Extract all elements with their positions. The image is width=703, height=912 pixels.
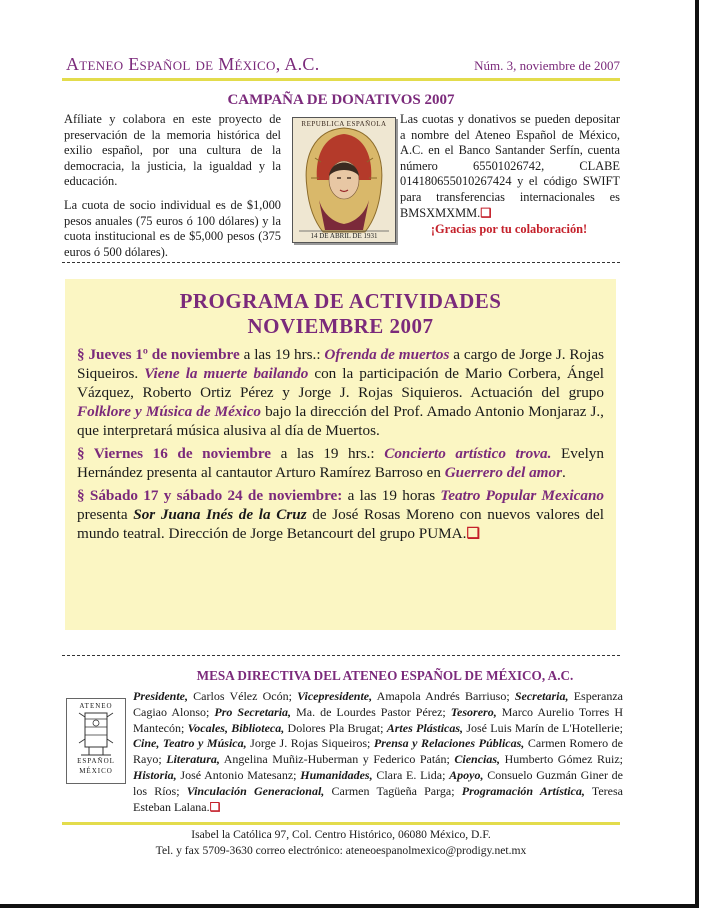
event-1-title: Ofrenda de muertos (324, 346, 450, 363)
board-member-name: Carlos Vélez Ocón; (188, 689, 298, 703)
board-role: Cine, Teatro y Música, (133, 736, 247, 751)
campaign-deposit-text: Las cuotas y donativos se pueden depositar a nombre del Ateneo Español de México, A.C. en el Banco Santander Serfín, cuenta número 65501026742, CLABE 014180655010267424 y el código SWIFT para transferencias internacionales es BMSXMXMM. (400, 112, 620, 220)
board-member-name: Marco Aurelio Torres H Mantecón; (133, 704, 623, 735)
board-role: Literatura, (166, 752, 220, 767)
event-1-text: bajo la dirección del Prof. Amado Antonio Monjaraz J., que interpretará música alusiva al día de Muertos. (77, 403, 604, 439)
poster-top-text: REPUBLICA ESPAÑOLA (301, 120, 387, 128)
board-members-text (133, 689, 623, 815)
brand-title: Ateneo Español de México, A.C. (66, 54, 320, 74)
republic-poster-image (292, 117, 396, 243)
section-divider (62, 655, 620, 656)
end-mark-icon: ❏ (466, 525, 481, 542)
event-3-play: Sor Juana Inés de la Cruz (133, 506, 307, 523)
event-3-date: § Sábado 17 y sábado 24 de noviembre: (77, 487, 343, 504)
ateneo-logo (66, 698, 126, 784)
campaign-left-column (64, 112, 281, 268)
program-box (65, 279, 616, 630)
event-2-title-2: Guerrero del amor (444, 464, 562, 481)
board-role: Presidente, (133, 689, 188, 703)
event-1-text: a cargo de Jorge J. Rojas Siqueiros. (77, 346, 604, 382)
event-3-text: presenta (77, 506, 134, 523)
issue-number: Núm. 3, noviembre de 2007 (474, 58, 620, 73)
board-member-name: Dolores Pla Brugat; (284, 720, 387, 735)
board-member-name: Carmen Romero de Rayo; (133, 736, 623, 767)
event-2-text: Evelyn Hernández presenta al cantautor Arturo Ramírez Barroso en (77, 445, 604, 481)
board-role: Secretaria, (514, 689, 569, 703)
board-role: Vicepresidente, (297, 689, 373, 703)
campaign-fees-text: La cuota de socio individual es de $1,000 pesos anuales (75 euros ó 100 dólares) y la cuota institucional es de $5,000 pesos (375 euros ó 500 dólares). (64, 197, 281, 259)
header-rule (62, 78, 620, 81)
event-2-date: § Viernes 16 de noviembre (77, 445, 272, 462)
event-3-title: Teatro Popular Mexicano (440, 487, 604, 504)
board-member-name: Clara E. Lida; (372, 767, 450, 782)
board-member-name: Amapola Andrés Barriuso; (372, 689, 515, 703)
board-member-name: Carmen Tagüeña Parga; (324, 783, 462, 798)
event-2 (77, 444, 604, 482)
board-role: Vinculación Generacional, (186, 783, 325, 798)
event-1-group: Folklore y Música de México (77, 403, 262, 420)
footer (62, 827, 620, 859)
board-role: Pro Secretaria, (214, 704, 292, 719)
event-3-text: a las 19 horas (342, 487, 441, 504)
event-1-text: a las 19 hrs.: (239, 346, 325, 363)
campaign-right-column (400, 112, 620, 221)
end-mark-icon: ❏ (480, 205, 492, 220)
board-member-name: Jorge J. Rojas Siqueiros; (246, 736, 374, 751)
board-role: Humanidades, (300, 767, 373, 782)
board-member-name: José Antonio Matesanz; (176, 767, 301, 782)
board-member-name: Esperanza Cagiao Alonso; (133, 689, 623, 719)
board-member-name: Ma. de Lourdes Pastor Pérez; (291, 704, 451, 719)
board-member-name: Teresa Esteban Lalana. (133, 783, 623, 814)
event-3-text: de José Rosas Moreno con nuevos valores del mundo teatral. Dirección de Jorge Betancourt del grupo PUMA. (77, 506, 604, 542)
board-member-name: Angelina Muñiz-Huberman y Federico Patán; (219, 752, 455, 767)
board-role: Prensa y Relaciones Públicas, (373, 736, 525, 751)
campaign-title: CAMPAÑA DE DONATIVOS 2007 (227, 92, 455, 108)
board-role: Tesorero, (450, 704, 497, 719)
section-divider (62, 262, 620, 263)
event-2-text: . (562, 464, 566, 481)
program-title-line2: NOVIEMBRE 2007 (247, 314, 434, 338)
campaign-deposit-paragraph (400, 112, 620, 221)
thanks-text: ¡Gracias por tu colaboración! (430, 222, 588, 236)
board-member-name: José Luis Marín de L'Hotellerie; (463, 720, 623, 735)
logo-bottom-text-1: ESPAÑOL (77, 757, 115, 765)
campaign-join-text: Afíliate y colabora en este proyecto de preservación de la memoria histórica del exilio español, por una cultura de la democracia, la justicia, la igualdad y la educación. (64, 112, 281, 189)
poster-bottom-text: 14 DE ABRIL DE 1931 (310, 232, 378, 240)
program-title (77, 289, 604, 339)
board-role: Apoyo, (449, 767, 484, 782)
end-mark-icon: ❏ (209, 799, 221, 814)
event-2-text: a las 19 hrs.: (271, 445, 385, 462)
board-role: Programación Artística, (461, 783, 585, 798)
board-member-name: Consuelo Guzmán Giner de los Ríos; (133, 767, 623, 798)
footer-contact: Tel. y fax 5709-3630 correo electrónico: ateneoespanolmexico@prodigy.net.mx (155, 844, 527, 857)
board-title: MESA DIRECTIVA DEL ATENEO ESPAÑOL DE MÉXICO, A.C. (196, 668, 574, 683)
event-1-date: § Jueves 1º de noviembre (77, 346, 240, 363)
event-2-title: Concierto artístico trova. (384, 445, 552, 462)
header (64, 52, 620, 76)
event-1-text: con la participación de Mario Corbera, Ángel Vázquez, Roberto Ortiz Pérez y Jorge J. Rojas Siquieros. Actuación del grupo (77, 365, 604, 401)
event-1-title-2: Viene la muerte bailando (144, 365, 309, 382)
board-role: Historia, (133, 767, 177, 782)
board-role: Vocales, Biblioteca, (187, 720, 285, 735)
board-role: Artes Plásticas, (386, 720, 464, 735)
board-role: Ciencias, (454, 752, 501, 767)
event-1 (77, 345, 604, 440)
event-3 (77, 486, 604, 543)
program-title-line1: PROGRAMA DE ACTIVIDADES (179, 289, 502, 313)
board-member-name: Humberto Gómez Ruiz; (500, 752, 623, 767)
footer-rule (62, 822, 620, 825)
logo-bottom-text-2: MÉXICO (79, 767, 113, 775)
footer-address: Isabel la Católica 97, Col. Centro Histórico, 06080 México, D.F. (191, 828, 491, 841)
logo-top-text: ATENEO (79, 702, 113, 710)
